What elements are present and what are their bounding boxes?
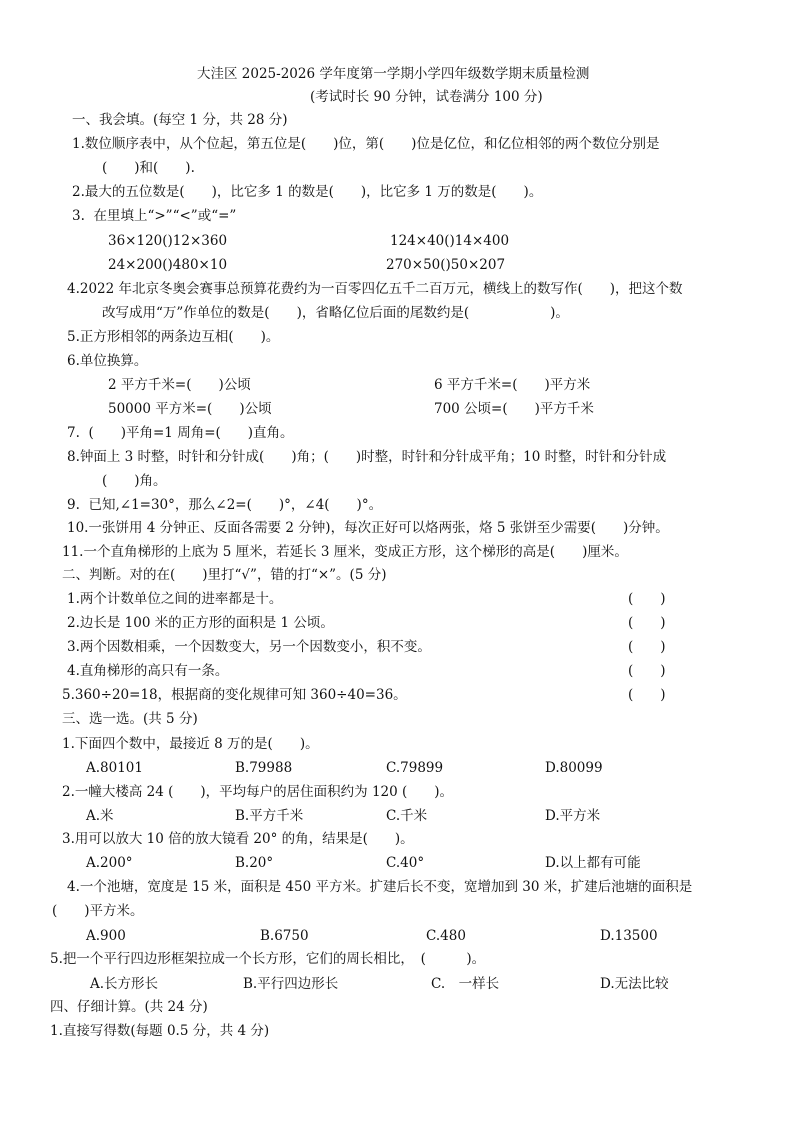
question-1-1-line2: ( )和( ). — [102, 160, 195, 176]
choice-question-4-line1: 4.一个池塘，宽度是 15 米，面积是 450 平方米。扩建后长不变，宽增加到 30 米，扩建后池塘的面积是 — [67, 879, 693, 895]
judge-bracket-5[interactable]: ( ) — [628, 687, 666, 703]
question-1-5: 5.正方形相邻的两条边互相( )。 — [67, 329, 280, 345]
choice-2-option-d[interactable]: D.平方米 — [545, 808, 601, 824]
choice-question-4-line2: ( )平方米。 — [52, 903, 144, 919]
question-1-3-c: 24×200()480×10 — [108, 257, 228, 273]
judge-item-5: 5.360÷20=18，根据商的变化规律可知 360÷40=36。 — [62, 687, 407, 703]
judge-item-2: 2.边长是 100 米的正方形的面积是 1 公顷。 — [67, 615, 334, 631]
choice-3-option-b[interactable]: B.20° — [235, 855, 274, 871]
choice-5-option-b[interactable]: B.平行四边形长 — [243, 976, 339, 992]
question-1-6-c: 50000 平方米=( )公顷 — [108, 401, 272, 417]
question-1-9: 9. 已知,∠1=30°，那么∠2=( )°，∠4( )°。 — [67, 497, 383, 513]
exam-subtitle: (考试时长 90 分钟，试卷满分 100 分) — [310, 89, 543, 105]
choice-1-option-b[interactable]: B.79988 — [235, 760, 293, 776]
choice-question-5: 5.把一个平行四边形框架拉成一个长方形，它们的周长相比， ( )。 — [50, 951, 486, 967]
judge-item-4: 4.直角梯形的高只有一条。 — [67, 663, 229, 679]
question-1-3-a: 36×120()12×360 — [108, 233, 228, 249]
section4-heading: 四、仔细计算。(共 24 分) — [50, 999, 208, 1015]
judge-item-3: 3.两个因数相乘，一个因数变大，另一个因数变小，积不变。 — [67, 639, 431, 655]
choice-5-option-c[interactable]: C. 一样长 — [431, 976, 500, 992]
question-1-3-d: 270×50()50×207 — [386, 257, 506, 273]
section1-heading: 一、我会填。(每空 1 分，共 28 分) — [72, 112, 288, 128]
choice-2-option-c[interactable]: C.千米 — [386, 808, 428, 824]
judge-bracket-4[interactable]: ( ) — [628, 663, 666, 679]
question-1-3: 3. 在里填上“>”“<”或“=” — [72, 208, 237, 224]
question-1-7: 7. ( )平角=1 周角=( )直角。 — [67, 425, 294, 441]
choice-question-1: 1.下面四个数中，最接近 8 万的是( )。 — [62, 736, 319, 752]
choice-2-option-a[interactable]: A.米 — [86, 808, 114, 824]
question-1-4-line2: 改写成用“万”作单位的数是( )，省略亿位后面的尾数约是( )。 — [102, 305, 569, 321]
choice-3-option-d[interactable]: D.以上都有可能 — [545, 855, 641, 871]
choice-4-option-b[interactable]: B.6750 — [260, 928, 309, 944]
question-1-3-b: 124×40()14×400 — [390, 233, 510, 249]
choice-1-option-c[interactable]: C.79899 — [386, 760, 444, 776]
judge-bracket-2[interactable]: ( ) — [628, 615, 666, 631]
question-1-2: 2.最大的五位数是( )，比它多 1 的数是( )，比它多 1 万的数是( )。 — [72, 184, 543, 200]
judge-bracket-1[interactable]: ( ) — [628, 591, 666, 607]
question-1-11: 11.一个直角梯形的上底为 5 厘米，若延长 3 厘米，变成正方形，这个梯形的高是( )厘米。 — [62, 544, 628, 560]
question-1-4-line1: 4.2022 年北京冬奥会赛事总预算花费约为一百零四亿五千二百万元，横线上的数写作( )，把这个数 — [67, 281, 683, 297]
question-1-6: 6.单位换算。 — [67, 353, 148, 369]
section3-heading: 三、选一选。(共 5 分) — [62, 711, 198, 727]
choice-4-option-d[interactable]: D.13500 — [600, 928, 658, 944]
question-1-8-line1: 8.钟面上 3 时整，时针和分针成( )角；( )时整，时针和分针成平角；10 时整，时针和分针成 — [67, 449, 667, 465]
choice-2-option-b[interactable]: B.平方千米 — [235, 808, 304, 824]
question-1-1-line1: 1.数位顺序表中，从个位起，第五位是( )位，第( )位是亿位，和亿位相邻的两个数位分别是 — [72, 136, 660, 152]
choice-1-option-d[interactable]: D.80099 — [545, 760, 603, 776]
choice-3-option-c[interactable]: C.40° — [386, 855, 425, 871]
question-1-8-line2: ( )角。 — [102, 473, 167, 489]
choice-5-option-a[interactable]: A.长方形长 — [90, 976, 159, 992]
exam-title: 大洼区 2025-2026 学年度第一学期小学四年级数学期末质量检测 — [197, 66, 590, 82]
judge-bracket-3[interactable]: ( ) — [628, 639, 666, 655]
choice-question-3: 3.用可以放大 10 倍的放大镜看 20° 的角，结果是( )。 — [62, 831, 414, 847]
choice-4-option-a[interactable]: A.900 — [86, 928, 126, 944]
choice-5-option-d[interactable]: D.无法比较 — [600, 976, 669, 992]
choice-3-option-a[interactable]: A.200° — [86, 855, 133, 871]
question-1-6-b: 6 平方千米=( )平方米 — [434, 377, 591, 393]
section2-heading: 二、判断。对的在( )里打“√”，错的打“×”。(5 分) — [62, 567, 387, 583]
question-1-10: 10.一张饼用 4 分钟正、反面各需要 2 分钟)，每次正好可以烙两张，烙 5 张饼至少需要( )分钟。 — [67, 520, 669, 536]
choice-question-2: 2.一幢大楼高 24 ( )，平均每户的居住面积约为 120 ( )。 — [62, 784, 454, 800]
choice-4-option-c[interactable]: C.480 — [426, 928, 466, 944]
calc-question-1: 1.直接写得数(每题 0.5 分，共 4 分) — [50, 1023, 270, 1039]
choice-1-option-a[interactable]: A.80101 — [86, 760, 143, 776]
question-1-6-a: 2 平方千米=( )公顷 — [108, 377, 251, 393]
question-1-6-d: 700 公顷=( )平方千米 — [434, 401, 594, 417]
judge-item-1: 1.两个计数单位之间的进率都是十。 — [67, 591, 283, 607]
